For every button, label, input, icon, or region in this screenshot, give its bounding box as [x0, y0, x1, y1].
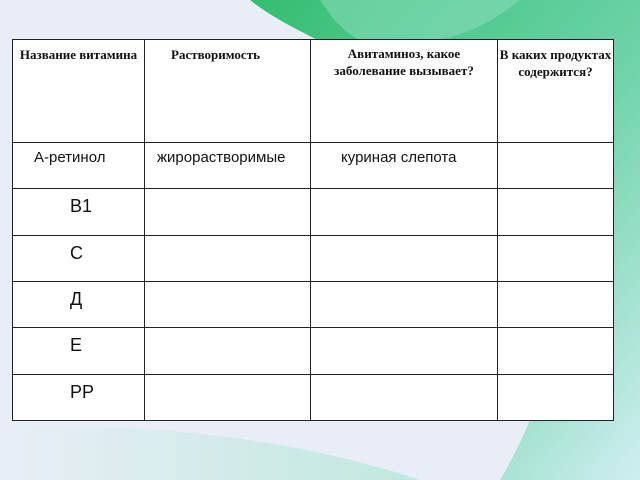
products-value	[498, 282, 613, 289]
disease-value	[311, 236, 497, 243]
solubility-value	[145, 282, 310, 289]
table-cell	[311, 235, 498, 281]
table-cell	[13, 374, 145, 420]
header-products: В каких продуктах содержится?	[499, 47, 612, 79]
table-cell	[145, 235, 311, 281]
table-cell	[311, 328, 498, 374]
disease-value	[311, 375, 497, 382]
header-cell	[145, 40, 311, 143]
products-value	[498, 189, 613, 196]
products-value	[498, 236, 613, 243]
table-cell	[498, 281, 614, 327]
table-cell	[13, 142, 145, 188]
disease-value	[311, 328, 497, 335]
table-row	[13, 281, 614, 327]
table-cell	[13, 281, 145, 327]
table-cell	[145, 281, 311, 327]
table-row	[13, 142, 614, 188]
vitamin-name: РР	[70, 381, 95, 402]
solubility-value: жирорастворимые	[157, 148, 286, 166]
vitamin-name: В1	[70, 196, 93, 217]
vitamin-name: А-ретинол	[34, 148, 106, 166]
table-cell	[311, 374, 498, 420]
disease-value: куриная слепота	[341, 148, 457, 166]
solubility-value	[145, 236, 310, 243]
table-cell	[498, 328, 614, 374]
table-cell	[13, 328, 145, 374]
table-cell	[498, 142, 614, 188]
table-cell	[311, 142, 498, 188]
table-cell	[145, 142, 311, 188]
table-cell	[145, 328, 311, 374]
table-cell	[13, 235, 145, 281]
table-row	[13, 235, 614, 281]
header-cell	[311, 40, 498, 143]
solubility-value	[145, 189, 310, 196]
table-cell	[498, 374, 614, 420]
vitamin-name: Д	[70, 288, 83, 309]
disease-value	[311, 282, 497, 289]
table-cell	[145, 189, 311, 235]
products-value	[498, 375, 613, 382]
header-cell	[498, 40, 614, 143]
solubility-value	[145, 328, 310, 335]
header-avitaminosis: Авитаминоз, какое заболевание вызывает?	[334, 46, 474, 78]
vitamin-name: Е	[70, 335, 83, 356]
vitamins-table	[12, 39, 614, 421]
products-value	[498, 143, 613, 150]
solubility-value	[145, 375, 310, 382]
table-cell	[498, 189, 614, 235]
header-vitamin-name: Название витамина	[19, 47, 138, 62]
table-cell	[145, 374, 311, 420]
disease-value	[311, 189, 497, 196]
vitamin-name: С	[70, 242, 83, 263]
products-value	[498, 328, 613, 335]
table-row	[13, 189, 614, 235]
header-cell	[13, 40, 145, 143]
table-cell	[13, 189, 145, 235]
table-row	[13, 328, 614, 374]
table-row	[13, 374, 614, 420]
table-cell	[498, 235, 614, 281]
table-header-row	[13, 40, 614, 143]
table-cell	[311, 189, 498, 235]
table-cell	[311, 281, 498, 327]
header-solubility: Растворимость	[171, 47, 260, 62]
